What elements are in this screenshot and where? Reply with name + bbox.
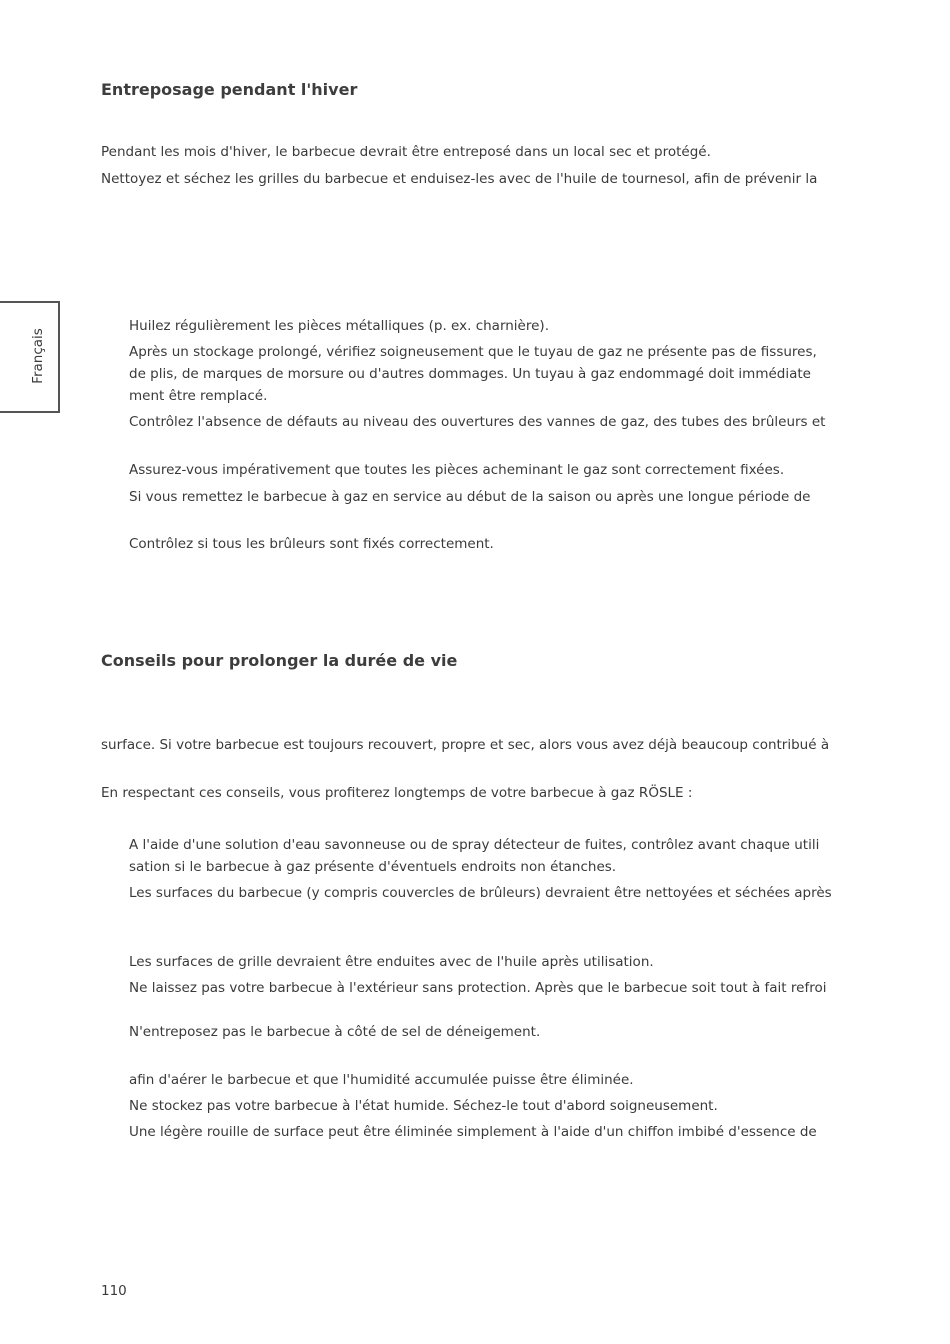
list-item: Ne laissez pas votre barbecue à l'extérieur sans protection. Après que le barbecue soit tout à fait refroi [129,980,827,996]
paragraph: Pendant les mois d'hiver, le barbecue devrait être entreposé dans un local sec et protégé. [101,144,711,160]
list-item: Après un stockage prolongé, vérifiez soigneusement que le tuyau de gaz ne présente pas de fissures, [129,344,817,360]
list-item: A l'aide d'une solution d'eau savonneuse ou de spray détecteur de fuites, contrôlez avant chaque utili [129,837,820,853]
paragraph: Nettoyez et séchez les grilles du barbecue et enduisez-les avec de l'huile de tournesol, afin de prévenir la [101,171,818,187]
list-item: Si vous remettez le barbecue à gaz en service au début de la saison ou après une longue période de [129,489,811,505]
paragraph: surface. Si votre barbecue est toujours recouvert, propre et sec, alors vous avez déjà beaucoup contribué à [101,737,830,753]
section-heading-lifespan-tips: Conseils pour prolonger la durée de vie [101,651,458,670]
list-item-continuation: sation si le barbecue à gaz présente d'éventuels endroits non étanches. [129,859,617,875]
list-item-continuation: de plis, de marques de morsure ou d'autres dommages. Un tuyau à gaz endommagé doit immédiate [129,366,811,382]
list-item: N'entreposez pas le barbecue à côté de sel de déneigement. [129,1024,541,1040]
list-item: Une légère rouille de surface peut être éliminée simplement à l'aide d'un chiffon imbibé d'essence de [129,1124,817,1140]
language-label: Français [30,328,46,384]
list-item: Les surfaces du barbecue (y compris couvercles de brûleurs) devraient être nettoyées et séchées après [129,885,832,901]
list-item: Contrôlez l'absence de défauts au niveau des ouvertures des vannes de gaz, des tubes des brûleurs et [129,414,826,430]
list-item: afin d'aérer le barbecue et que l'humidité accumulée puisse être éliminée. [129,1072,634,1088]
list-item-continuation: ment être remplacé. [129,388,268,404]
section-heading-winter-storage: Entreposage pendant l'hiver [101,80,358,99]
paragraph: En respectant ces conseils, vous profiterez longtemps de votre barbecue à gaz RÖSLE : [101,785,693,801]
list-item: Huilez régulièrement les pièces métalliques (p. ex. charnière). [129,318,549,334]
list-item: Assurez-vous impérativement que toutes les pièces acheminant le gaz sont correctement fixées. [129,462,785,478]
page-number: 110 [101,1283,127,1299]
list-item: Les surfaces de grille devraient être enduites avec de l'huile après utilisation. [129,954,654,970]
list-item: Contrôlez si tous les brûleurs sont fixés correctement. [129,536,494,552]
list-item: Ne stockez pas votre barbecue à l'état humide. Séchez-le tout d'abord soigneusement. [129,1098,718,1114]
